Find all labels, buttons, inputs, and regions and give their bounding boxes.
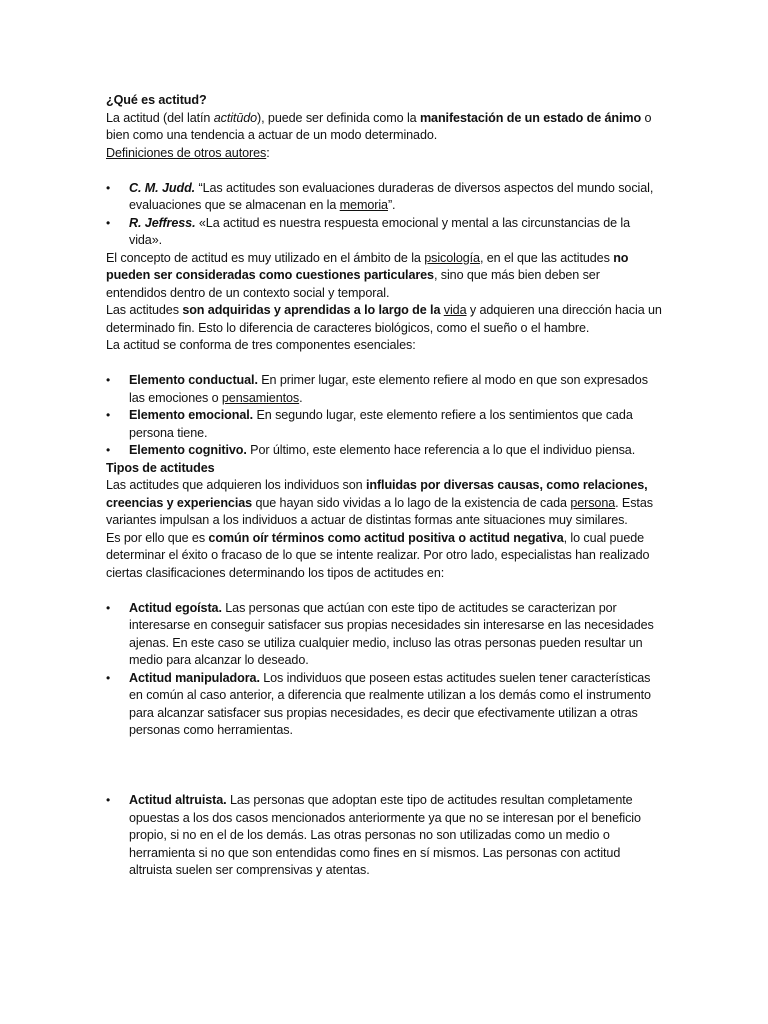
spacer [106, 162, 662, 180]
document-body [106, 92, 662, 880]
list-item [106, 372, 662, 407]
concept-text-b: , en el que las actitudes [479, 250, 614, 265]
type-name: Actitud altruista. [129, 793, 227, 807]
component-name: Elemento emocional. [129, 408, 254, 422]
list-item [106, 600, 662, 670]
bullet-icon: • [106, 600, 111, 615]
list-item [106, 215, 662, 250]
list-item [106, 670, 662, 740]
definitions-heading-colon: : [266, 145, 270, 160]
list-item [106, 792, 662, 880]
acquired-bold-phrase: son adquiridas y aprendidas a lo largo de la [182, 303, 444, 317]
bullet-icon: • [106, 670, 111, 685]
concept-text-c: , sino que más bien deben ser entendidos dentro de un contexto social y temporal. [106, 268, 600, 300]
page-title: ¿Qué es actitud? [106, 93, 207, 107]
component-text-end: . [299, 390, 303, 405]
intro-latin-term: actitūdo [213, 110, 258, 125]
bullet-icon: • [106, 443, 111, 457]
psicologia-link[interactable]: psicología [424, 250, 480, 265]
types-p1-text-c: . Estas variantes impulsan a los individuos a actuar de distintas formas ante situaciones muy similares. [106, 495, 653, 527]
intro-paragraph [106, 110, 662, 145]
type-text: Los individuos que poseen estas actitudes suelen tener características en común al caso anterior, a diferencia que realmente utilizan a los demás como el instrumento para alcanzar satisfacer sus propias necesidades, es decir que efectivamente utilizan a otras personas como herramientas. [129, 670, 651, 737]
acquired-text-a: Las actitudes [106, 303, 183, 317]
bullet-icon: • [106, 180, 111, 195]
definition-text: «La actitud es nuestra respuesta emocional y mental a las circunstancias de la vida». [129, 215, 631, 247]
component-name: Elemento conductual. [129, 373, 258, 387]
list-item [106, 407, 662, 442]
spacer [106, 582, 662, 600]
component-text: En segundo lugar, este elemento refiere a los sentimientos que cada persona tiene. [129, 408, 633, 440]
types-p2-text-a: Es por ello que es [106, 530, 209, 545]
components-intro: La actitud se conforma de tres componentes esenciales: [106, 338, 416, 352]
spacer [106, 740, 662, 793]
list-item [106, 442, 662, 460]
list-item [106, 180, 662, 215]
bullet-icon: • [106, 215, 111, 230]
pensamientos-link[interactable]: pensamientos [221, 390, 300, 405]
definition-author: C. M. Judd. [129, 180, 196, 195]
type-name: Actitud egoísta. [129, 600, 222, 615]
types-heading: Tipos de actitudes [106, 460, 215, 475]
intro-text-c: o bien como una tendencia a actuar de un modo determinado. [106, 110, 652, 142]
component-name: Elemento cognitivo. [129, 443, 247, 457]
acquired-text-b: y adquieren una dirección hacia un determinado fin. Esto lo diferencia de caracteres biológicos, como el sueño o el hambre. [106, 303, 662, 335]
types-paragraph-1 [106, 477, 662, 530]
memoria-link[interactable]: memoria [339, 198, 388, 212]
bullet-icon: • [106, 793, 111, 807]
concept-paragraph [106, 250, 662, 303]
definitions-list [106, 180, 662, 250]
types-p2-bold-phrase: común oír términos como actitud positiva o actitud negativa [208, 530, 564, 545]
definitions-heading [106, 145, 662, 163]
component-text: Por último, este elemento hace referencia a lo que el individuo piensa. [246, 443, 636, 457]
definition-text-end: ”. [387, 198, 396, 212]
types-p2-text-b: , lo cual puede determinar el éxito o fracaso de lo que se intente realizar. Por otro lado, especialistas han realizado ciertas clasificaciones determinando los tipos de actitudes en: [106, 530, 650, 580]
acquired-paragraph [106, 302, 662, 337]
intro-text-b: ), puede ser definida como la [257, 110, 420, 125]
types-p1-text-b: que hayan sido vividas a lo lago de la existencia de cada [252, 495, 571, 510]
vida-link[interactable]: vida [443, 303, 467, 317]
persona-link[interactable]: persona [570, 495, 616, 510]
type-text: Las personas que adoptan este tipo de actitudes resultan completamente opuestas a los dos casos mencionados anteriormente ya que no se interesan por el beneficio propio, si no en el de los demás. Las otras personas no son utilizadas como un medio o herramienta si no que son entendidas como fines en sí mismos. Las personas con actitud altruista suelen ser comprensivas y atentas. [129, 793, 641, 877]
bullet-icon: • [106, 373, 111, 387]
intro-bold-phrase: manifestación de un estado de ánimo [419, 110, 642, 125]
types-list-continued [106, 792, 662, 880]
type-text: Las personas que actúan con este tipo de actitudes se caracterizan por interesarse en conseguir satisfacer sus propias necesidades sin interesarse en las necesidades ajenas. En este caso se utiliza cualquier medio, incluso las otras personas pueden resultar un medio para alcanzar lo deseado. [129, 600, 654, 667]
type-name: Actitud manipuladora. [129, 670, 260, 685]
types-p1-text-a: Las actitudes que adquieren los individuos son [106, 478, 366, 492]
types-list [106, 600, 662, 740]
intro-text-a: La actitud (del latín [106, 110, 214, 125]
types-paragraph-2 [106, 530, 662, 583]
components-list [106, 372, 662, 460]
bullet-icon: • [106, 408, 111, 422]
spacer [106, 355, 662, 373]
component-text: En primer lugar, este elemento refiere al modo en que son expresados las emociones o [129, 373, 648, 405]
concept-text-a: El concepto de actitud es muy utilizado en el ámbito de la [106, 250, 425, 265]
definition-author: R. Jeffress. [129, 215, 196, 230]
definitions-heading-text: Definiciones de otros autores [106, 145, 267, 160]
concept-bold-phrase: no pueden ser consideradas como cuestiones particulares [106, 250, 629, 282]
definition-text: “Las actitudes son evaluaciones duraderas de diversos aspectos del mundo social, evaluaciones que se almacenan en la [129, 180, 654, 212]
types-p1-bold-phrase: influidas por diversas causas, como relaciones, creencias y experiencias [106, 478, 648, 510]
